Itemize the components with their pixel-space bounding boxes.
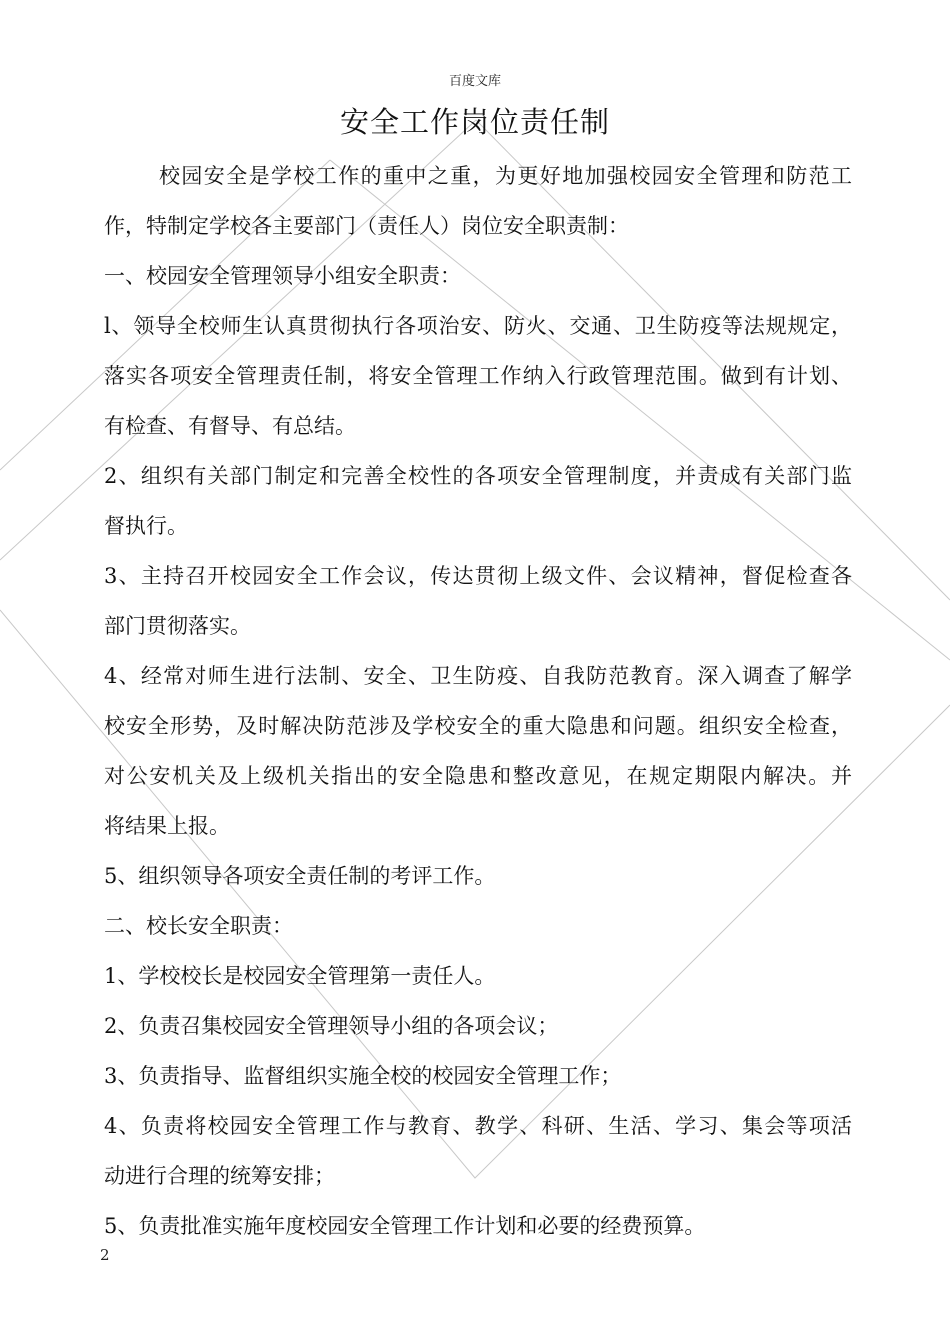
text-line: 动进行合理的统筹安排； [104, 1164, 335, 1188]
text-line: l、领导全校师生认真贯彻执行各项治安、防火、交通、卫生防疫等法规规定， [104, 314, 852, 338]
text-line: 校安全形势，及时解决防范涉及学校安全的重大隐患和问题。组织安全检查， [104, 714, 852, 738]
text-line: 对公安机关及上级机关指出的安全隐患和整改意见，在规定期限内解决。并 [104, 764, 852, 788]
text-line: 5、负责批准实施年度校园安全管理工作计划和必要的经费预算。 [104, 1214, 706, 1238]
text-line: 4、负责将校园安全管理工作与教育、教学、科研、生活、学习、集会等项活 [104, 1114, 852, 1138]
text-line: 3、负责指导、监督组织实施全校的校园安全管理工作； [104, 1064, 622, 1088]
text-line: 2、组织有关部门制定和完善全校性的各项安全管理制度，并责成有关部门监 [104, 464, 852, 488]
text-line: 落实各项安全管理责任制，将安全管理工作纳入行政管理范围。做到有计划、 [104, 364, 852, 388]
text-line: 二、校长安全职责： [104, 914, 293, 938]
text-line: 一、校园安全管理领导小组安全职责： [104, 264, 461, 288]
page-title: 安全工作岗位责任制 [339, 105, 610, 139]
document-body [104, 151, 852, 1251]
text-line: 校园安全是学校工作的重中之重，为更好地加强校园安全管理和防范工 [159, 164, 852, 188]
text-line: 有检查、有督导、有总结。 [104, 414, 356, 438]
text-line: 3、主持召开校园安全工作会议，传达贯彻上级文件、会议精神，督促检查各 [104, 564, 852, 588]
text-line: 1、学校校长是校园安全管理第一责任人。 [104, 964, 496, 988]
text-line: 2、负责召集校园安全管理领导小组的各项会议； [104, 1014, 559, 1038]
page-number: 2 [100, 1246, 110, 1264]
text-line: 督执行。 [104, 514, 188, 538]
text-line: 作，特制定学校各主要部门（责任人）岗位安全职责制： [104, 214, 629, 238]
text-line: 4、经常对师生进行法制、安全、卫生防疫、自我防范教育。深入调查了解学 [104, 664, 852, 688]
source-label: 百度文库 [448, 74, 501, 89]
text-line: 5、组织领导各项安全责任制的考评工作。 [104, 864, 496, 888]
text-line: 部门贯彻落实。 [104, 614, 251, 638]
text-line: 将结果上报。 [104, 814, 230, 838]
